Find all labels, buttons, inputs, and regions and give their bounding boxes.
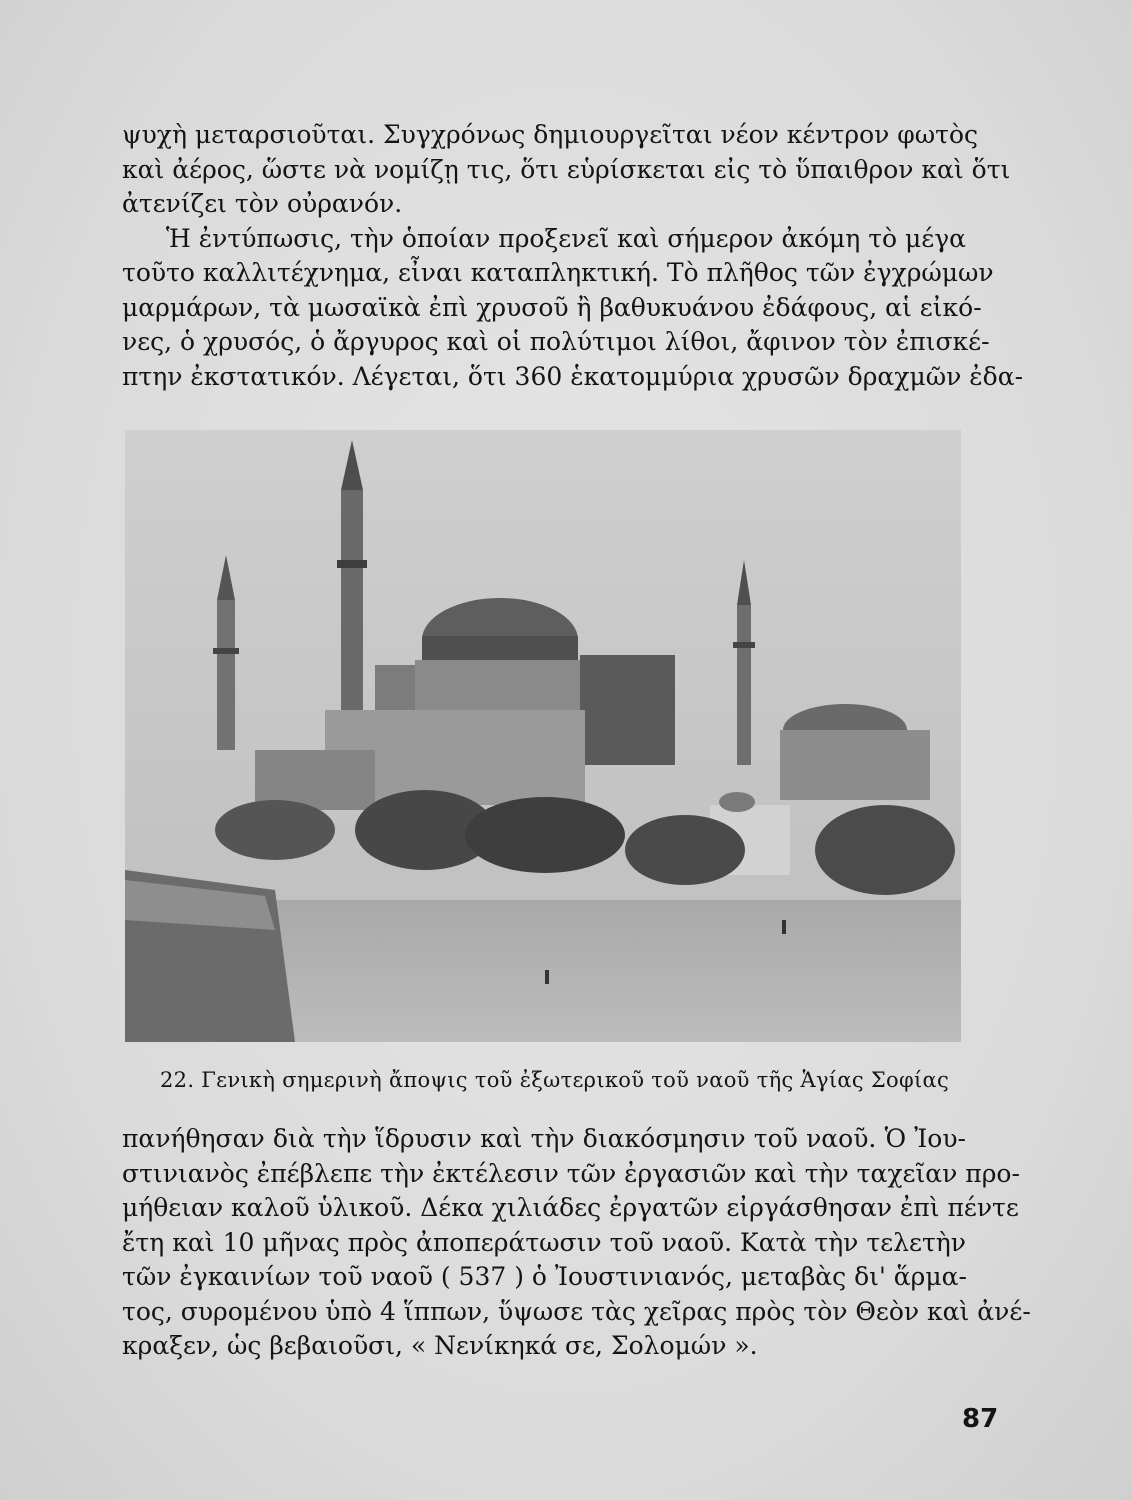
text-line: ἀτενίζει τὸν οὐρανόν. [122,189,403,218]
text-line: στινιανὸς ἐπέβλεπε τὴν ἐκτέλεσιν τῶν ἐργασιῶν καὶ τὴν ταχεῖαν προ- [122,1158,1020,1188]
text-line: ψυχὴ μεταρσιοῦται. Συγχρόνως δημιουργεῖται νέον κέντρον φωτὸς [122,120,979,149]
page-number: 87 [962,1404,999,1434]
text-line: μήθειαν καλοῦ ὑλικοῦ. Δέκα χιλιάδες ἐργατῶν εἰργάσθησαν ἐπὶ πέντε [122,1193,1019,1222]
text-line: ἔτη καὶ 10 μῆνας πρὸς ἀποπεράτωσιν τοῦ ναοῦ. Κατὰ τὴν τελετὴν [122,1227,966,1257]
text-line: τος, συρομένου ὑπὸ 4 ἵππων, ὕψωσε τὰς χεῖρας πρὸς τὸν Θεὸν καὶ ἀνέ- [122,1296,1031,1326]
text-line: τῶν ἐγκαινίων τοῦ ναοῦ ( 537 ) ὁ Ἰουστινιανός, μεταβὰς δι' ἅρμα- [122,1262,967,1291]
text-line: κραξεν, ὡς βεβαιοῦσι, « Νενίκηκά σε, Σολομών ». [122,1331,758,1360]
text-line: Ἡ ἐντύπωσις, τὴν ὁποίαν προξενεῖ καὶ σήμερον ἀκόμη τὸ μέγα [166,223,967,253]
top-paragraph [122,118,1024,394]
text-line: τοῦτο καλλιτέχνημα, εἶναι καταπληκτική. Τὸ πλῆθος τῶν ἐγχρώμων [122,258,994,287]
text-line: πτην ἐκστατικόν. Λέγεται, ὅτι 360 ἑκατομμύρια χρυσῶν δραχμῶν ἐδα- [122,361,1024,391]
hagia-sophia-photo [125,430,961,1042]
text-line: καὶ ἀέρος, ὥστε νὰ νομίζῃ τις, ὅτι εὑρίσκεται εἰς τὸ ὕπαιθρον καὶ ὅτι [122,154,1011,184]
bottom-paragraph [122,1122,1031,1364]
text-line: μαρμάρων, τὰ μωσαϊκὰ ἐπὶ χρυσοῦ ἢ βαθυκυάνου ἐδάφους, αἱ εἰκό- [122,292,982,322]
text-line: νες, ὁ χρυσός, ὁ ἄργυρος καὶ οἱ πολύτιμοι λίθοι, ἄφινον τὸν ἐπισκέ- [122,327,990,356]
figure-caption: 22. Γενικὴ σημερινὴ ἄποψις τοῦ ἐξωτερικοῦ τοῦ ναοῦ τῆς Ἁγίας Σοφίας [160,1068,950,1092]
text-line: πανήθησαν διὰ τὴν ἵδρυσιν καὶ τὴν διακόσμησιν τοῦ ναοῦ. Ὁ Ἰου- [122,1124,966,1153]
